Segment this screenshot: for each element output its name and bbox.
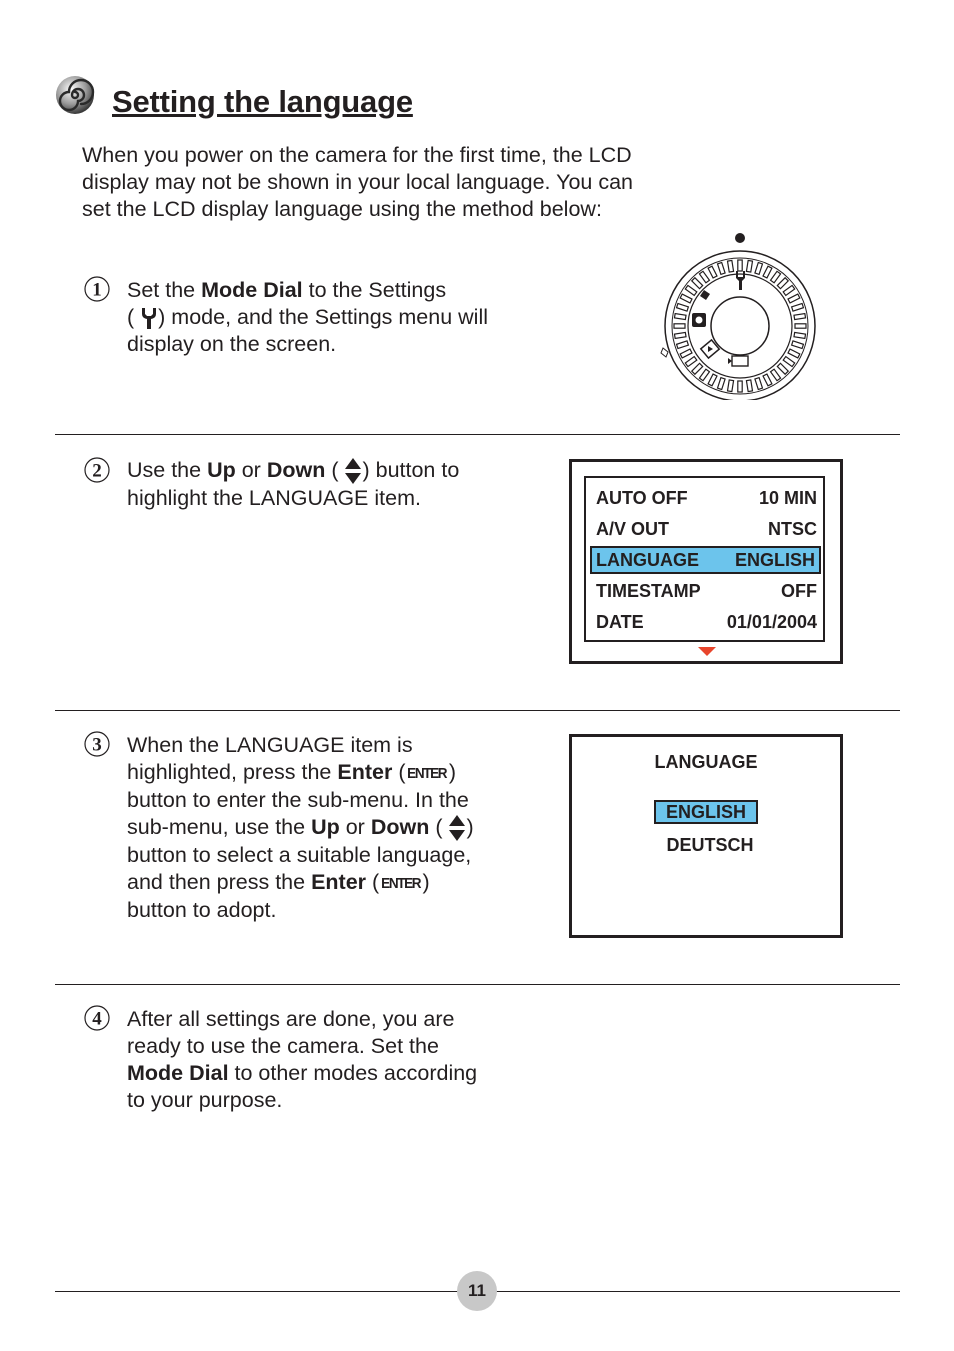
step-2-text: Use the Up or Down ( ) button to highlight the LANGUAGE item.	[127, 458, 460, 511]
step-3-text: When the LANGUAGE item is highlighted, press the Enter ( ENTER ) button to enter the sub-menu. In the sub-menu, use the Up or Down ( ) button to select a suitable language, and then press the Enter ( ENTER ) button to adopt.	[127, 733, 474, 922]
section-divider	[55, 434, 900, 435]
dial-grip-tick	[794, 314, 806, 320]
step-1-text: Set the Mode Dial to the Settings ( ) mode, and the Settings menu will display on the screen.	[127, 278, 488, 356]
scroll-down-arrow-icon	[698, 647, 716, 657]
dial-grip-tick	[738, 260, 742, 271]
dial-grip-tick	[738, 381, 742, 392]
language-lcd-screen	[569, 734, 843, 938]
dial-grip-tick	[728, 260, 734, 272]
dial-grip-tick	[746, 260, 752, 272]
wrench-icon	[140, 306, 158, 330]
up-down-arrows-icon	[448, 814, 466, 842]
step-number-4	[84, 1005, 110, 1031]
dial-grip-tick	[794, 332, 806, 338]
svg-text:2: 2	[92, 460, 102, 482]
page-title: Setting the language	[112, 84, 413, 119]
menu-row-timestamp: TIMESTAMP OFF	[596, 580, 817, 601]
section-divider	[55, 710, 900, 711]
spiral-logo-icon	[54, 74, 96, 116]
enter-icon: ENTER	[381, 874, 421, 892]
dial-grip-tick	[674, 332, 686, 338]
language-menu-title: LANGUAGE	[654, 752, 758, 772]
dial-grip-tick	[674, 314, 686, 320]
menu-row-date: DATE 01/01/2004	[596, 611, 817, 632]
section-divider	[55, 984, 900, 985]
enter-icon: ENTER	[407, 764, 447, 782]
menu-row-auto-off: AUTO OFF 10 MIN	[596, 487, 817, 508]
intro-paragraph: When you power on the camera for the first time, the LCD display may not be shown in your local language. You can set the LCD display language using the method below:	[82, 143, 634, 221]
mode-dial-icon	[660, 228, 820, 400]
step-number-1	[84, 276, 110, 302]
up-down-arrows-icon	[344, 457, 362, 485]
svg-text:4: 4	[92, 1008, 102, 1030]
language-option-english: ENGLISH	[656, 802, 756, 822]
dial-grip-tick	[795, 324, 806, 328]
dial-grip-tick	[674, 324, 685, 328]
page-number: 11	[457, 1271, 497, 1311]
menu-row-language: LANGUAGE ENGLISH	[592, 548, 819, 572]
dial-grip-tick	[746, 380, 752, 392]
svg-text:3: 3	[92, 734, 102, 756]
settings-lcd-screen	[569, 459, 843, 664]
dial-grip-tick	[728, 380, 734, 392]
language-option-deutsch: DEUTSCH	[666, 835, 754, 855]
step-number-3	[84, 731, 110, 757]
svg-text:1: 1	[92, 279, 102, 301]
step-4-text: After all settings are done, you are ready to use the camera. Set the Mode Dial to other modes according to your purpose.	[127, 1007, 478, 1112]
step-number-2	[84, 457, 110, 483]
menu-row-av-out: A/V OUT NTSC	[596, 518, 817, 539]
